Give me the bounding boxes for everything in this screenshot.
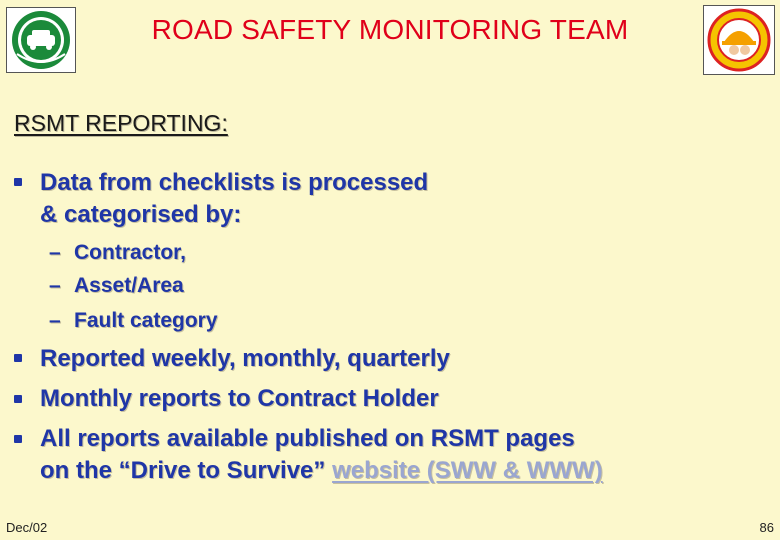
drive-to-survive-logo	[6, 7, 76, 73]
footer-date: Dec/02	[6, 520, 48, 535]
bullet-square-icon	[14, 435, 22, 443]
bullet-1-line-1: Data from checklists is processed	[40, 169, 429, 196]
drive-to-survive-logo-icon	[7, 8, 75, 72]
safety-is-teamwork-logo	[703, 5, 775, 75]
bullet-4-line-1: All reports available published on RSMT pages	[40, 425, 575, 452]
slide-number: 86	[759, 520, 774, 535]
website-link[interactable]: website (SWW & WWW)	[332, 457, 603, 484]
section-heading: RSMT REPORTING:	[14, 110, 228, 136]
sub-bullet-fault-category: – Fault category	[49, 309, 218, 332]
bullet-4-line-2: on the “Drive to Survive” website (SWW & WWW)	[40, 457, 603, 484]
bullet-square-icon	[14, 395, 22, 403]
bullet-3: Monthly reports to Contract Holder	[40, 385, 439, 412]
bullet-square-icon	[14, 354, 22, 362]
sub-bullet-asset-area: – Asset/Area	[49, 274, 184, 297]
bullet-1-line-2: & categorised by:	[40, 201, 242, 228]
sub-bullet-contractor: – Contractor,	[49, 241, 187, 264]
page-title: ROAD SAFETY MONITORING TEAM	[151, 14, 629, 45]
safety-is-teamwork-logo-icon	[704, 6, 774, 74]
bullet-2: Reported weekly, monthly, quarterly	[40, 345, 450, 372]
bullet-square-icon	[14, 178, 22, 186]
